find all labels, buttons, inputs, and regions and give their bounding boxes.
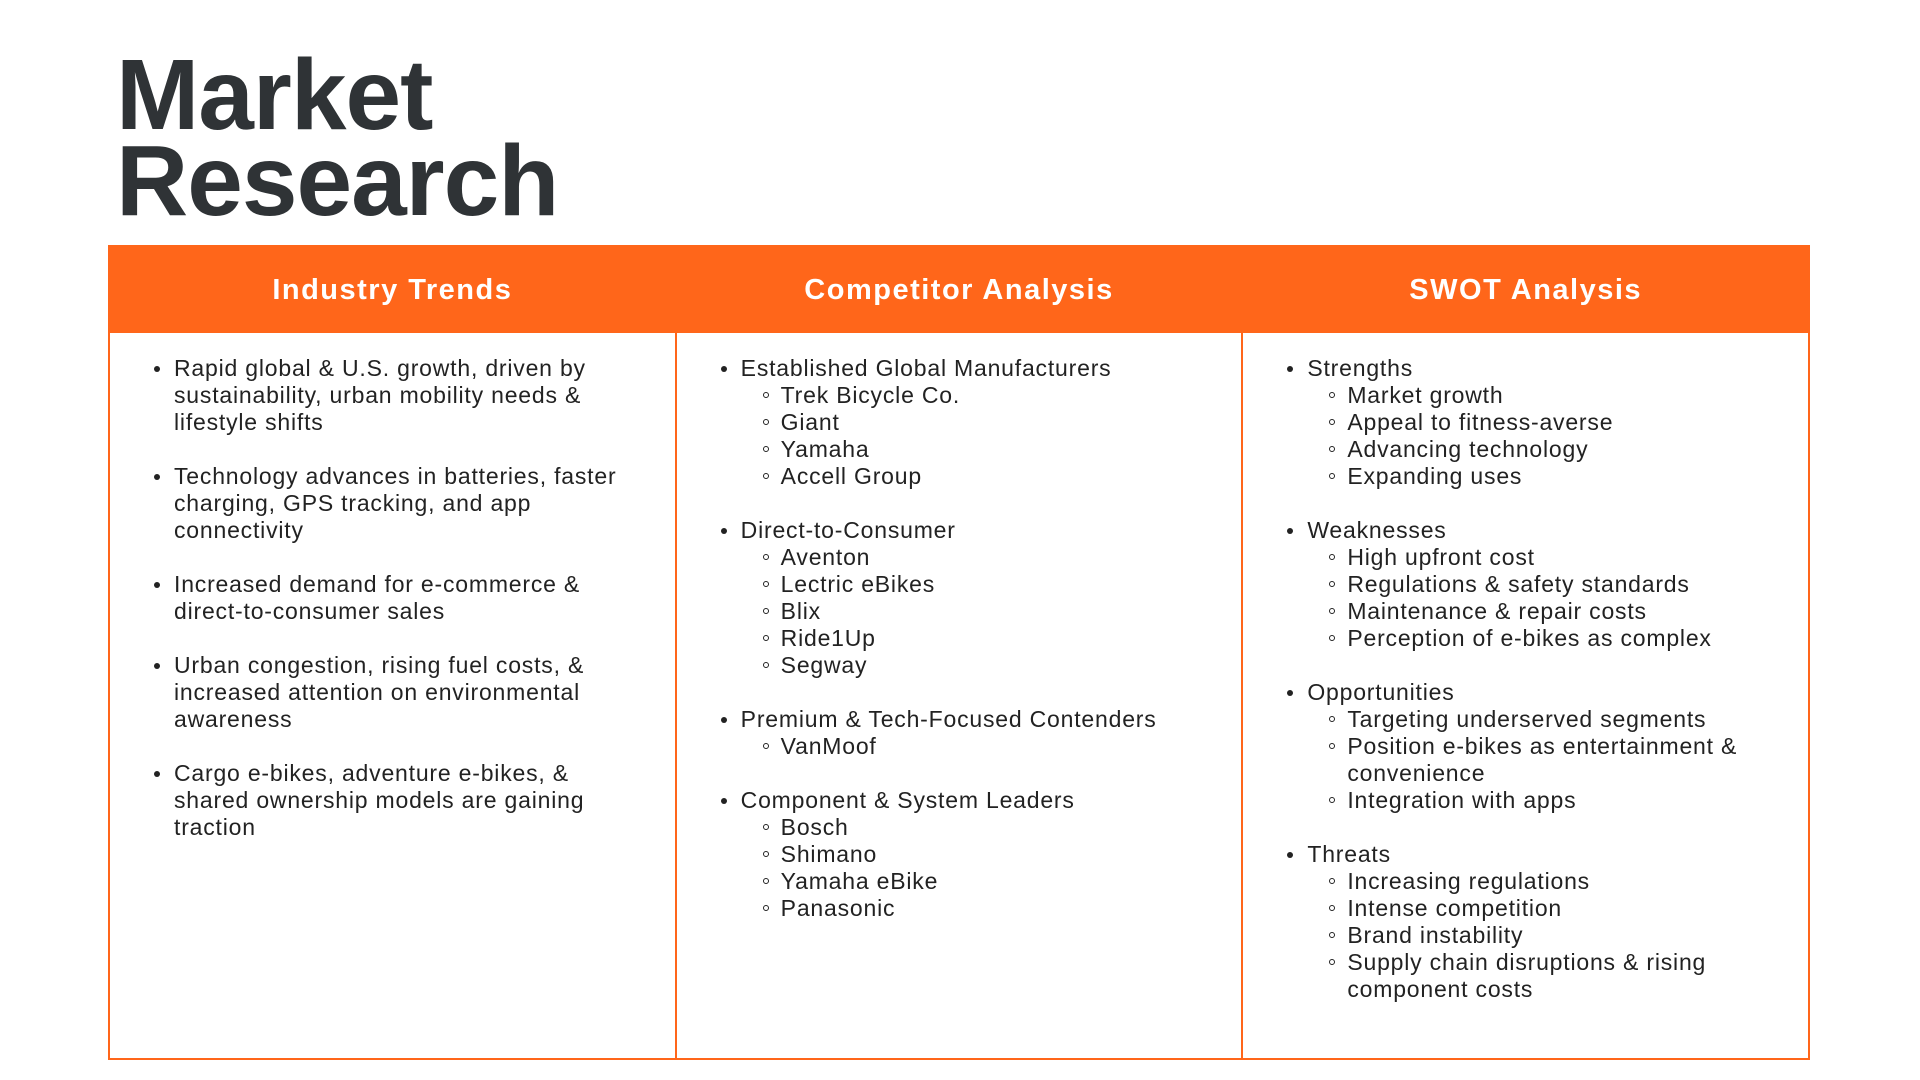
sub-list-item: Maintenance & repair costs <box>1307 598 1778 625</box>
sub-list-item: Regulations & safety standards <box>1307 571 1778 598</box>
list-item-text: Weaknesses <box>1307 517 1447 543</box>
sub-list-item: Perception of e-bikes as complex <box>1307 625 1778 652</box>
column-competitor-analysis <box>677 247 1244 1058</box>
sub-list <box>1307 382 1778 490</box>
list-item <box>1287 517 1778 652</box>
column-body <box>110 333 675 868</box>
sub-list-item: High upfront cost <box>1307 544 1778 571</box>
sub-list <box>1307 544 1778 652</box>
column-body <box>1243 333 1808 1030</box>
sub-list-item: Position e-bikes as entertainment & convenience <box>1307 733 1778 787</box>
sub-list-item: Shimano <box>741 841 1212 868</box>
sub-list-item: Increasing regulations <box>1307 868 1778 895</box>
list-item-text: Urban congestion, rising fuel costs, & increased attention on environmental awareness <box>174 652 585 732</box>
column-swot-analysis <box>1243 247 1808 1058</box>
list-item <box>154 355 645 436</box>
sub-list-item: Ride1Up <box>741 625 1212 652</box>
sub-list-item: Accell Group <box>741 463 1212 490</box>
list-item <box>154 760 645 841</box>
sub-list-item: Yamaha <box>741 436 1212 463</box>
list-item-text: Cargo e-bikes, adventure e-bikes, & shared ownership models are gaining traction <box>174 760 585 840</box>
title-line-1: Market <box>116 39 433 151</box>
sub-list-item: Expanding uses <box>1307 463 1778 490</box>
sub-list-item: Trek Bicycle Co. <box>741 382 1212 409</box>
list-item-text: Established Global Manufacturers <box>740 355 1112 381</box>
sub-list-item: Aventon <box>741 544 1212 571</box>
list-item-text: Increased demand for e-commerce & direct-to-consumer sales <box>174 571 581 624</box>
list-item-text: Premium & Tech-Focused Contenders <box>740 706 1157 732</box>
sub-list <box>741 814 1212 922</box>
list-item <box>1287 679 1778 814</box>
list-item <box>721 517 1212 679</box>
sub-list <box>741 544 1212 679</box>
title-line-2: Research <box>116 125 559 237</box>
list-item <box>154 571 645 625</box>
sub-list-item: Brand instability <box>1307 922 1778 949</box>
list-item-text: Strengths <box>1307 355 1413 381</box>
sub-list-item: Integration with apps <box>1307 787 1778 814</box>
sub-list <box>1307 868 1778 1003</box>
sub-list <box>741 733 1212 760</box>
sub-list-item: Market growth <box>1307 382 1778 409</box>
research-table <box>108 245 1810 1060</box>
sub-list <box>741 382 1212 490</box>
sub-list-item: Giant <box>741 409 1212 436</box>
bullet-list <box>721 355 1212 922</box>
list-item <box>154 463 645 544</box>
sub-list-item: Supply chain disruptions & rising component costs <box>1307 949 1778 1003</box>
column-header: SWOT Analysis <box>1243 247 1808 333</box>
column-industry-trends <box>110 247 677 1058</box>
sub-list-item: Blix <box>741 598 1212 625</box>
list-item <box>721 787 1212 922</box>
sub-list-item: Appeal to fitness-averse <box>1307 409 1778 436</box>
list-item-text: Rapid global & U.S. growth, driven by sustainability, urban mobility needs & lifestyle shifts <box>174 355 586 435</box>
sub-list-item: Yamaha eBike <box>741 868 1212 895</box>
sub-list <box>1307 706 1778 814</box>
list-item <box>721 706 1212 760</box>
column-body <box>677 333 1242 949</box>
list-item-text: Direct-to-Consumer <box>740 517 956 543</box>
list-item <box>1287 841 1778 1003</box>
sub-list-item: Bosch <box>741 814 1212 841</box>
column-header: Industry Trends <box>110 247 675 333</box>
bullet-list <box>1287 355 1778 1003</box>
list-item-text: Technology advances in batteries, faster charging, GPS tracking, and app connectivity <box>174 463 617 543</box>
list-item-text: Opportunities <box>1307 679 1455 705</box>
bullet-list <box>154 355 645 841</box>
sub-list-item: Lectric eBikes <box>741 571 1212 598</box>
sub-list-item: VanMoof <box>741 733 1212 760</box>
list-item <box>721 355 1212 490</box>
column-header: Competitor Analysis <box>677 247 1242 333</box>
sub-list-item: Advancing technology <box>1307 436 1778 463</box>
list-item-text: Component & System Leaders <box>740 787 1075 813</box>
sub-list-item: Targeting underserved segments <box>1307 706 1778 733</box>
list-item <box>1287 355 1778 490</box>
list-item-text: Threats <box>1307 841 1391 867</box>
list-item <box>154 652 645 733</box>
sub-list-item: Intense competition <box>1307 895 1778 922</box>
sub-list-item: Panasonic <box>741 895 1212 922</box>
sub-list-item: Segway <box>741 652 1212 679</box>
page-title <box>116 39 559 237</box>
